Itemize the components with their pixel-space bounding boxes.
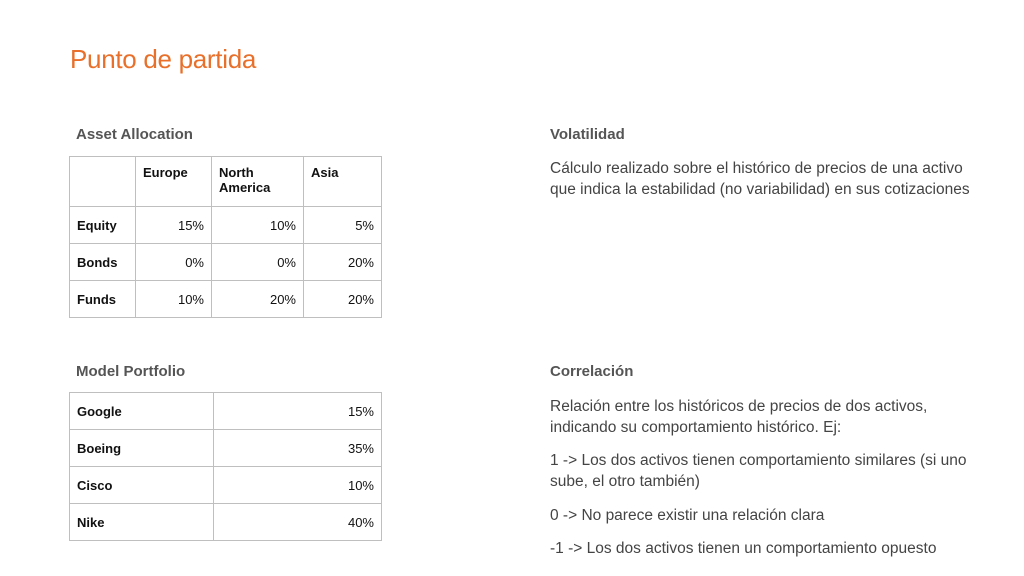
- table-row: [70, 467, 382, 504]
- asset-allocation-table: [69, 156, 382, 318]
- correlacion-paragraph: -1 -> Los dos activos tienen un comportamiento opuesto: [550, 540, 937, 557]
- slide-title: Punto de partida: [70, 44, 257, 74]
- correlacion-paragraph: 1 -> Los dos activos tienen comportamiento similares (si uno sube, el otro también): [550, 452, 967, 490]
- table-cell: 20%: [304, 244, 382, 281]
- table-cell: 0%: [136, 244, 212, 281]
- column-header-asia: Asia: [304, 157, 382, 207]
- table-cell: 10%: [212, 207, 304, 244]
- table-cell: 15%: [136, 207, 212, 244]
- column-header-europe: Europe: [136, 157, 212, 207]
- correlacion-paragraph: 0 -> No parece existir una relación clara: [550, 507, 825, 524]
- model-portfolio-table: [69, 392, 382, 541]
- volatilidad-heading: Volatilidad: [550, 126, 625, 143]
- row-label-nike: Nike: [70, 504, 214, 541]
- table-cell: 20%: [212, 281, 304, 318]
- table-row: [70, 281, 382, 318]
- row-label-equity: Equity: [70, 207, 136, 244]
- table-cell: 35%: [214, 430, 382, 467]
- row-label-boeing: Boeing: [70, 430, 214, 467]
- table-cell: 20%: [304, 281, 382, 318]
- corner-cell: [70, 157, 136, 207]
- correlacion-paragraph: Relación entre los históricos de precios de dos activos, indicando su comportamiento histórico. Ej:: [550, 398, 928, 436]
- correlacion-heading: Correlación: [550, 363, 634, 380]
- table-row: [70, 244, 382, 281]
- asset-allocation-heading: Asset Allocation: [76, 126, 193, 143]
- table-cell: 5%: [304, 207, 382, 244]
- table-cell: 40%: [214, 504, 382, 541]
- table-header-row: [70, 157, 382, 207]
- row-label-funds: Funds: [70, 281, 136, 318]
- table-row: [70, 504, 382, 541]
- table-row: [70, 430, 382, 467]
- table-cell: 15%: [214, 393, 382, 430]
- row-label-bonds: Bonds: [70, 244, 136, 281]
- row-label-cisco: Cisco: [70, 467, 214, 504]
- volatilidad-text: Cálculo realizado sobre el histórico de precios de una activo que indica la estabilidad (no variabilidad) en sus cotizaciones: [550, 160, 970, 198]
- table-row: [70, 393, 382, 430]
- table-cell: 10%: [136, 281, 212, 318]
- table-cell: 0%: [212, 244, 304, 281]
- table-cell: 10%: [214, 467, 382, 504]
- row-label-google: Google: [70, 393, 214, 430]
- model-portfolio-heading: Model Portfolio: [76, 363, 186, 380]
- column-header-north-america: North America: [212, 157, 304, 207]
- table-row: [70, 207, 382, 244]
